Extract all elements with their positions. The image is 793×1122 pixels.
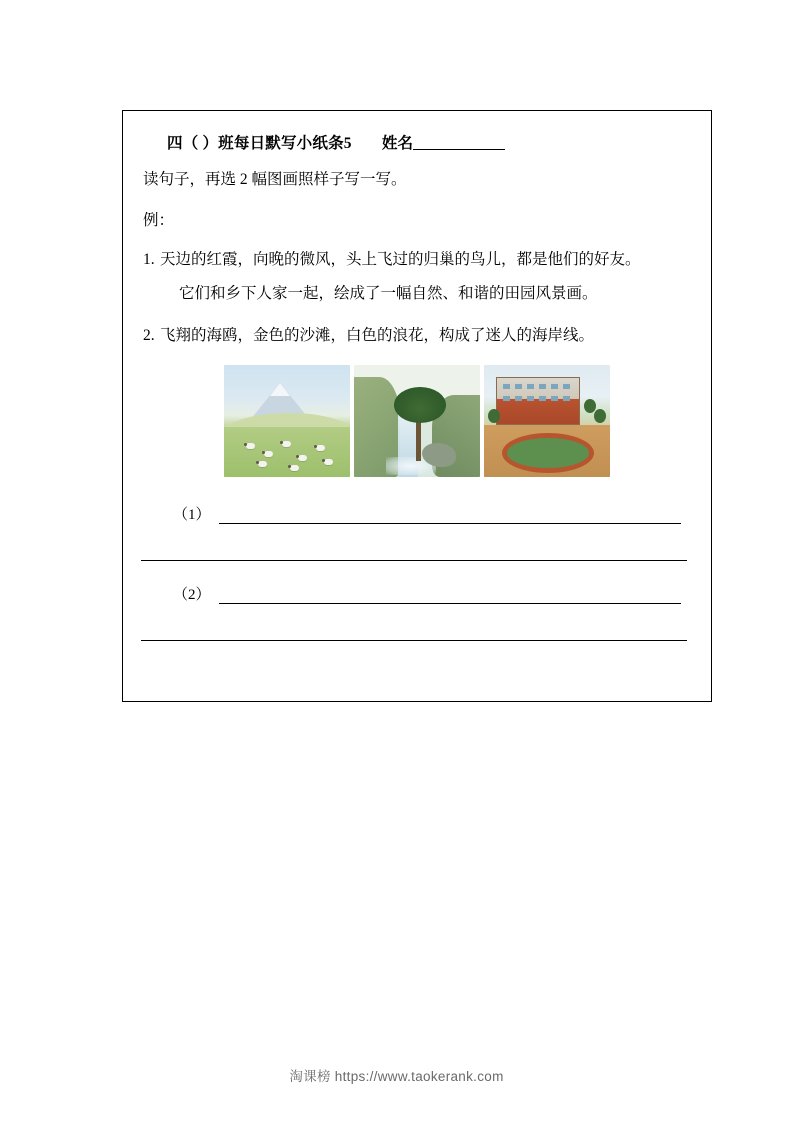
tree-trunk-shape bbox=[416, 417, 421, 461]
window-shape bbox=[551, 384, 558, 389]
tree-icon bbox=[488, 409, 500, 423]
waterfall-rocks-tree-picture bbox=[354, 365, 480, 477]
sheep-icon bbox=[264, 451, 273, 457]
worksheet-box bbox=[122, 110, 712, 702]
picture-strip bbox=[139, 365, 695, 477]
instruction-text: 读句子，再选 2 幅图画照样子写一写。 bbox=[143, 171, 407, 188]
answer-row-1 bbox=[173, 503, 695, 524]
answer-2-line-continued[interactable] bbox=[141, 624, 687, 641]
window-shape bbox=[527, 396, 534, 401]
window-shape bbox=[515, 396, 522, 401]
rock-shape bbox=[422, 443, 456, 467]
example-label: 例： bbox=[143, 212, 175, 229]
answer-1-label: （1） bbox=[173, 506, 211, 523]
window-shape bbox=[563, 384, 570, 389]
running-track-shape bbox=[502, 433, 594, 473]
answer-row-2 bbox=[173, 583, 695, 604]
worksheet-title-row bbox=[167, 131, 695, 153]
sheep-icon bbox=[316, 445, 325, 451]
tree-crown-shape bbox=[394, 387, 446, 423]
sheep-icon bbox=[246, 443, 255, 449]
pasture-sheep-mountain-picture bbox=[224, 365, 350, 477]
sentence-2-number: 2. bbox=[143, 326, 155, 344]
example-sentence-2 bbox=[143, 324, 695, 347]
sentence-1-text: 天边的红霞，向晚的微风，头上飞过的归巢的鸟儿，都是他们的好友。 bbox=[160, 251, 641, 268]
window-shape bbox=[539, 384, 546, 389]
sheep-icon bbox=[324, 459, 333, 465]
grass-field-shape bbox=[224, 427, 350, 477]
school-building-shape bbox=[496, 377, 580, 425]
name-label: 姓名 bbox=[381, 135, 414, 152]
worksheet-inner bbox=[123, 111, 711, 701]
answer-2-line[interactable] bbox=[219, 587, 681, 604]
window-shape bbox=[551, 396, 558, 401]
sheep-icon bbox=[298, 455, 307, 461]
sentence-1-number: 1. bbox=[143, 251, 155, 268]
window-shape bbox=[503, 384, 510, 389]
school-building-playground-picture bbox=[484, 365, 610, 477]
window-shape bbox=[563, 396, 570, 401]
example-sentence-1 bbox=[143, 248, 695, 271]
answer-2-label: （2） bbox=[173, 586, 211, 603]
tree-icon bbox=[584, 399, 596, 413]
window-shape bbox=[515, 384, 522, 389]
answer-area bbox=[139, 503, 695, 641]
sheep-icon bbox=[290, 465, 299, 471]
sheep-icon bbox=[282, 441, 291, 447]
page-title: 四（ ）班每日默写小纸条5 bbox=[167, 135, 352, 152]
example-sentence-1-continuation: 它们和乡下人家一起，绘成了一幅自然、和谐的田园风景画。 bbox=[179, 285, 598, 303]
sheep-icon bbox=[258, 461, 267, 467]
window-shape bbox=[503, 396, 510, 401]
window-shape bbox=[539, 396, 546, 401]
answer-1-line[interactable] bbox=[219, 507, 681, 524]
answer-1-line-continued[interactable] bbox=[141, 544, 687, 561]
name-blank-line[interactable] bbox=[413, 134, 505, 150]
mountain-snow-shape bbox=[270, 383, 290, 396]
sentence-2-text: 飞翔的海鸥，金色的沙滩，白色的浪花，构成了迷人的海岸线。 bbox=[160, 326, 595, 344]
footer-watermark: 淘课榜 https://www.taokerank.com bbox=[289, 1069, 504, 1084]
window-shape bbox=[527, 384, 534, 389]
tree-icon bbox=[594, 409, 606, 423]
